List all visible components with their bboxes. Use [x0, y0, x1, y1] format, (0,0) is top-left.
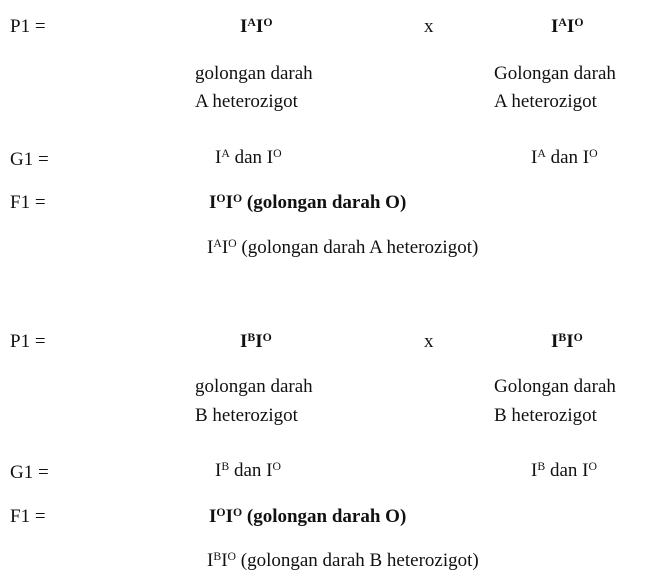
f1-label: F1 = — [10, 192, 46, 213]
offspring-genotype-2: $I^BI^O$ (golongan darah B heterozigot) — [207, 549, 479, 571]
parent1-phenotype-line1: golongan darah — [195, 63, 313, 84]
parent1-phenotype-line2: B heterozigot — [195, 405, 298, 426]
offspring-genotype-2: $I^AI^O$ (golongan darah A heterozigot) — [207, 236, 479, 258]
gamete2: $I^B$ dan $I^O$ — [531, 459, 597, 481]
f1-label: F1 = — [10, 506, 46, 527]
parent1-phenotype-line2: A heterozigot — [195, 91, 298, 112]
p1-label: P1 = — [10, 16, 46, 37]
gamete1: $I^A$ dan $I^O$ — [215, 146, 282, 168]
cross-symbol: x — [424, 331, 434, 352]
parent1-genotype: $I^AI^O$ — [240, 15, 273, 37]
parent2-genotype: $I^AI^O$ — [551, 15, 584, 37]
parent2-phenotype-line2: A heterozigot — [494, 91, 597, 112]
parent2-phenotype-line1: Golongan darah — [494, 63, 616, 84]
parent1-phenotype-line1: golongan darah — [195, 376, 313, 397]
g1-label: G1 = — [10, 149, 49, 170]
parent1-genotype: $I^BI^O$ — [240, 330, 272, 352]
gamete2: $I^A$ dan $I^O$ — [531, 146, 598, 168]
offspring-genotype-1: $I^OI^O$ (golongan darah O) — [209, 191, 407, 213]
cross-symbol: x — [424, 16, 434, 37]
p1-label: P1 = — [10, 331, 46, 352]
parent2-genotype: $I^BI^O$ — [551, 330, 583, 352]
parent2-phenotype-line1: Golongan darah — [494, 376, 616, 397]
gamete1: $I^B$ dan $I^O$ — [215, 459, 281, 481]
offspring-genotype-1: $I^OI^O$ (golongan darah O) — [209, 505, 407, 527]
parent2-phenotype-line2: B heterozigot — [494, 405, 597, 426]
g1-label: G1 = — [10, 462, 49, 483]
